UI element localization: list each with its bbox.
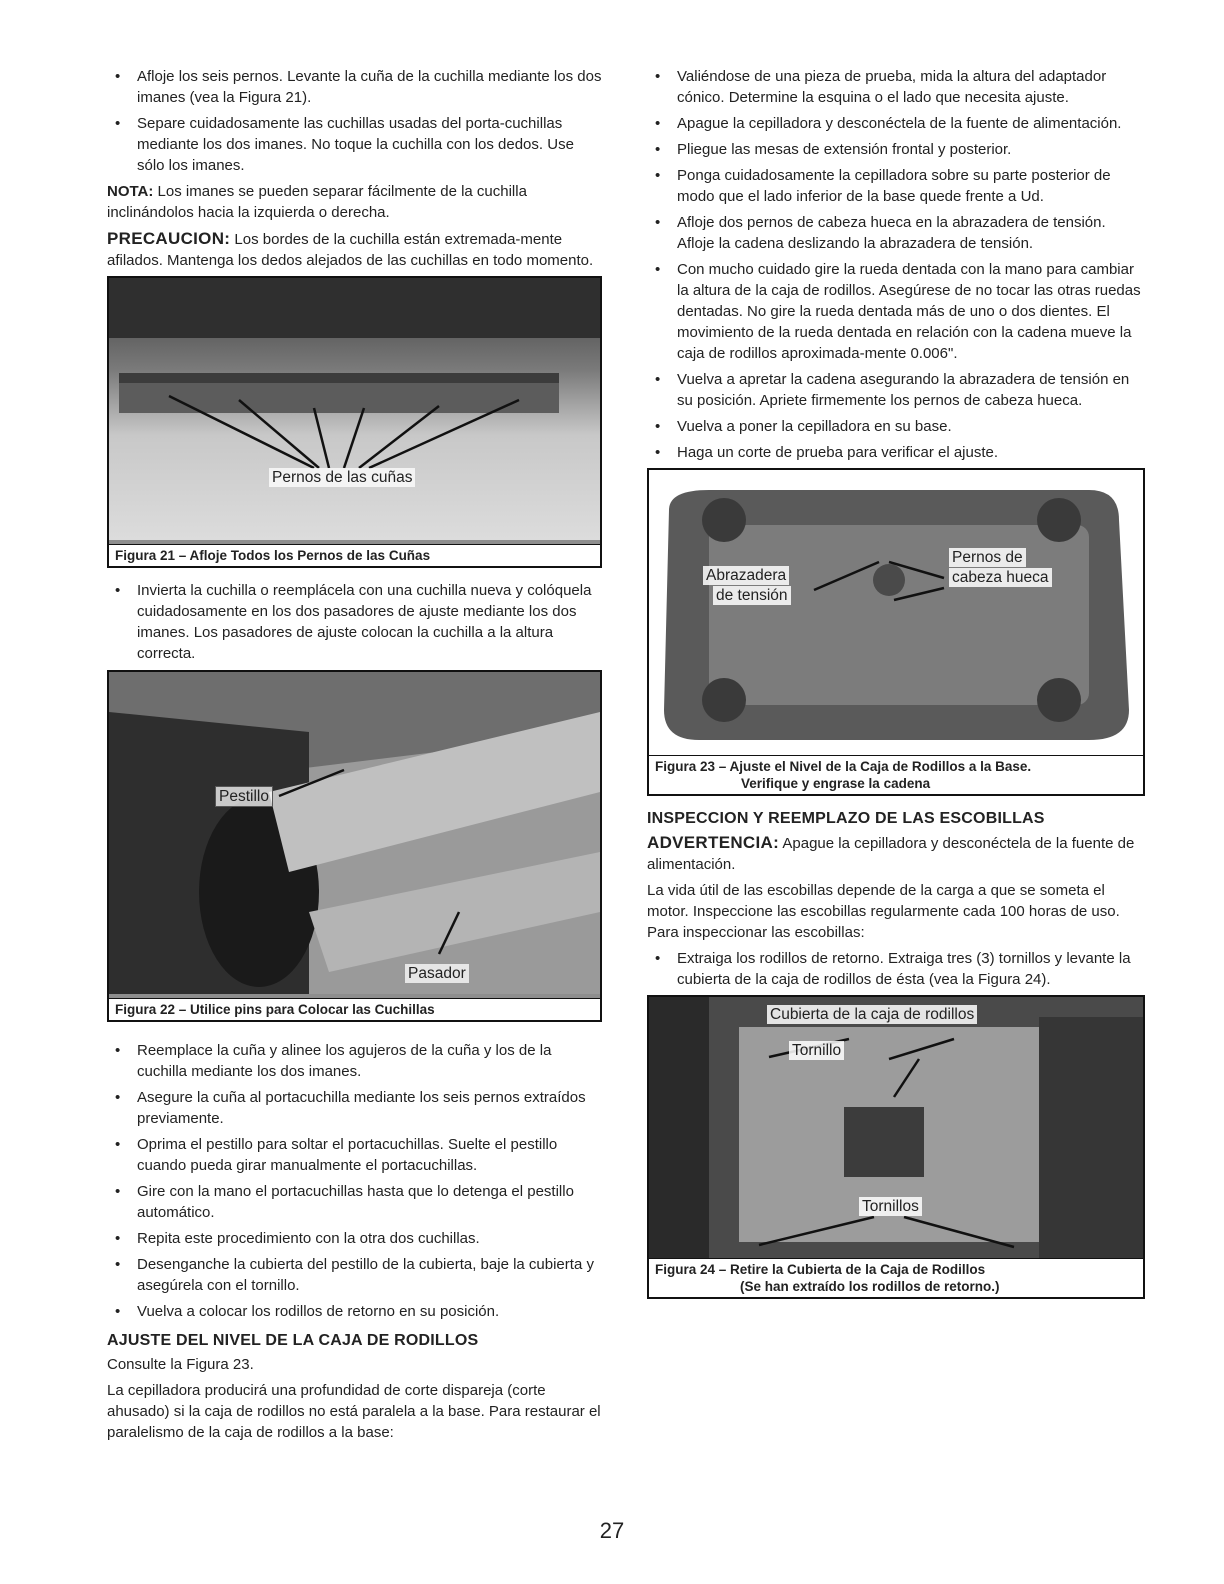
list-item: • Invierta la cuchilla o reemplácela con una cuchilla nueva y colóquela cuidadosamente en los dos pasadores de ajuste mediante los dos imanes. Los pasadores de ajuste colocan la cuchilla a la altura correcta.: [107, 580, 602, 664]
warning-label: ADVERTENCIA:: [647, 833, 780, 852]
figure-22-caption: Figura 22 – Utilice pins para Colocar las Cuchillas: [109, 998, 600, 1020]
bullet-list-2: [107, 580, 602, 664]
figure-24-caption: [649, 1258, 1143, 1297]
list-item: • Afloje dos pernos de cabeza hueca en la abrazadera de tensión. Afloje la cadena deslizando la abrazadera de tensión.: [647, 212, 1145, 254]
bullet-list-right-1: [647, 66, 1145, 463]
screws-label: Tornillos: [859, 1197, 922, 1216]
list-item: • Repita este procedimiento con la otra dos cuchillas.: [107, 1228, 602, 1249]
warning-text: Apague la cepilladora y desconéctela de la fuente de alimentación.: [647, 835, 1135, 873]
figure-23-caption-line-2: Verifique y engrase la cadena: [741, 776, 931, 791]
list-item: • Haga un corte de prueba para verificar el ajuste.: [647, 442, 1145, 463]
list-item: • Vuelva a apretar la cadena asegurando la abrazadera de tensión en su posición. Apriete firmemente los pernos de cabeza hueca.: [647, 369, 1145, 411]
right-column: [647, 66, 1145, 1311]
tension-clamp-label-2: de tensión: [713, 586, 791, 605]
pin-label: Pasador: [405, 964, 469, 983]
page-number: 27: [599, 1518, 625, 1543]
list-item: • Apague la cepilladora y desconéctela de la fuente de alimentación.: [647, 113, 1145, 134]
left-column: [107, 66, 602, 1448]
socket-bolts-label-2: cabeza hueca: [949, 568, 1052, 587]
list-item: • Ponga cuidadosamente la cepilladora sobre su parte posterior de modo que el lado inferior de la base quede frente a Ud.: [647, 165, 1145, 207]
figure-24-photo: [649, 997, 1143, 1259]
bullet-list-right-2: [647, 948, 1145, 990]
figure-21: [107, 276, 602, 568]
section-heading-brushes: INSPECCION Y REEMPLAZO DE LAS ESCOBILLAS: [647, 810, 1045, 827]
screw-label: Tornillo: [789, 1041, 844, 1060]
list-item: • Desenganche la cubierta del pestillo de la cubierta, baje la cubierta y asegúrela con el tornillo.: [107, 1254, 602, 1296]
latch-label: Pestillo: [215, 786, 273, 807]
figure-23: [647, 468, 1145, 796]
figure-22-photo: [109, 672, 600, 994]
paragraph: La vida útil de las escobillas depende de la carga a que se someta el motor. Inspeccione las escobillas regularmente cada 100 horas de uso. Para inspeccionar las escobillas:: [647, 882, 1120, 941]
figure-22: [107, 670, 602, 1022]
list-item: • Reemplace la cuña y alinee los agujeros de la cuña y los de la cuchilla mediante los dos imanes.: [107, 1040, 602, 1082]
roller-cover-label: Cubierta de la caja de rodillos: [767, 1005, 977, 1024]
bullet-list-1: [107, 66, 602, 176]
bullet-list-3: [107, 1040, 602, 1322]
list-item: • Afloje los seis pernos. Levante la cuña de la cuchilla mediante los dos imanes (vea la Figura 21).: [107, 66, 602, 108]
paragraph: Consulte la Figura 23.: [107, 1356, 254, 1373]
list-item: • Vuelva a colocar los rodillos de retorno en su posición.: [107, 1301, 602, 1322]
note-paragraph: [107, 181, 602, 223]
paragraph: La cepilladora producirá una profundidad de corte dispareja (corte ahusado) si la caja de rodillos no está paralela a la base. Para restaurar el paralelismo de la caja de rodillos a la base:: [107, 1382, 601, 1441]
list-item: • Extraiga los rodillos de retorno. Extraiga tres (3) tornillos y levante la cubierta de la caja de rodillos de ésta (vea la Figura 24).: [647, 948, 1145, 990]
socket-bolts-label-1: Pernos de: [949, 548, 1026, 567]
list-item: • Gire con la mano el portacuchillas hasta que lo detenga el pestillo automático.: [107, 1181, 602, 1223]
caution-paragraph: [107, 228, 602, 271]
note-text: Los imanes se pueden separar fácilmente de la cuchilla inclinándolos hacia la izquierda o derecha.: [107, 183, 527, 221]
section-heading-rollers: AJUSTE DEL NIVEL DE LA CAJA DE RODILLOS: [107, 1332, 479, 1349]
list-item: • Oprima el pestillo para soltar el portacuchillas. Suelte el pestillo cuando pueda girar manualmente el portacuchillas.: [107, 1134, 602, 1176]
list-item: • Valiéndose de una pieza de prueba, mida la altura del adaptador cónico. Determine la esquina o el lado que necesita ajuste.: [647, 66, 1145, 108]
bolts-label: Pernos de las cuñas: [269, 468, 415, 487]
list-item: • Asegure la cuña al portacuchilla mediante los seis pernos extraídos previamente.: [107, 1087, 602, 1129]
note-label: NOTA:: [107, 183, 154, 200]
warning-paragraph: [647, 832, 1145, 875]
list-item: • Separe cuidadosamente las cuchillas usadas del porta-cuchillas mediante los dos imanes. No toque la cuchilla con los dedos. Use sólo los imanes.: [107, 113, 602, 176]
caution-text: Los bordes de la cuchilla están extremada-mente afilados. Mantenga los dedos alejados de las cuchillas en todo momento.: [107, 231, 594, 269]
figure-21-caption: Figura 21 – Afloje Todos los Pernos de las Cuñas: [109, 544, 600, 566]
figure-23-caption-line-1: Figura 23 – Ajuste el Nivel de la Caja de Rodillos a la Base.: [655, 759, 1032, 774]
figure-23-caption: [649, 755, 1143, 794]
list-item: • Pliegue las mesas de extensión frontal y posterior.: [647, 139, 1145, 160]
list-item: • Con mucho cuidado gire la rueda dentada con la mano para cambiar la altura de la caja de rodillos. Asegúrese de no tocar las otras ruedas dentadas. No gire la rueda dentada más de uno o dos dientes. El movimiento de la rueda dentada en relación con la cadena mueve la caja de rodillos aproximada-mente 0.006".: [647, 259, 1145, 364]
figure-21-photo: [109, 278, 600, 540]
tension-clamp-label-1: Abrazadera: [703, 566, 789, 585]
figure-23-photo: [649, 470, 1143, 758]
figure-24-caption-line-1: Figura 24 – Retire la Cubierta de la Caja de Rodillos: [655, 1262, 986, 1277]
figure-24: [647, 995, 1145, 1299]
caution-label: PRECAUCION:: [107, 229, 231, 248]
list-item: • Vuelva a poner la cepilladora en su base.: [647, 416, 1145, 437]
figure-24-caption-line-2: (Se han extraído los rodillos de retorno.): [740, 1279, 1000, 1294]
